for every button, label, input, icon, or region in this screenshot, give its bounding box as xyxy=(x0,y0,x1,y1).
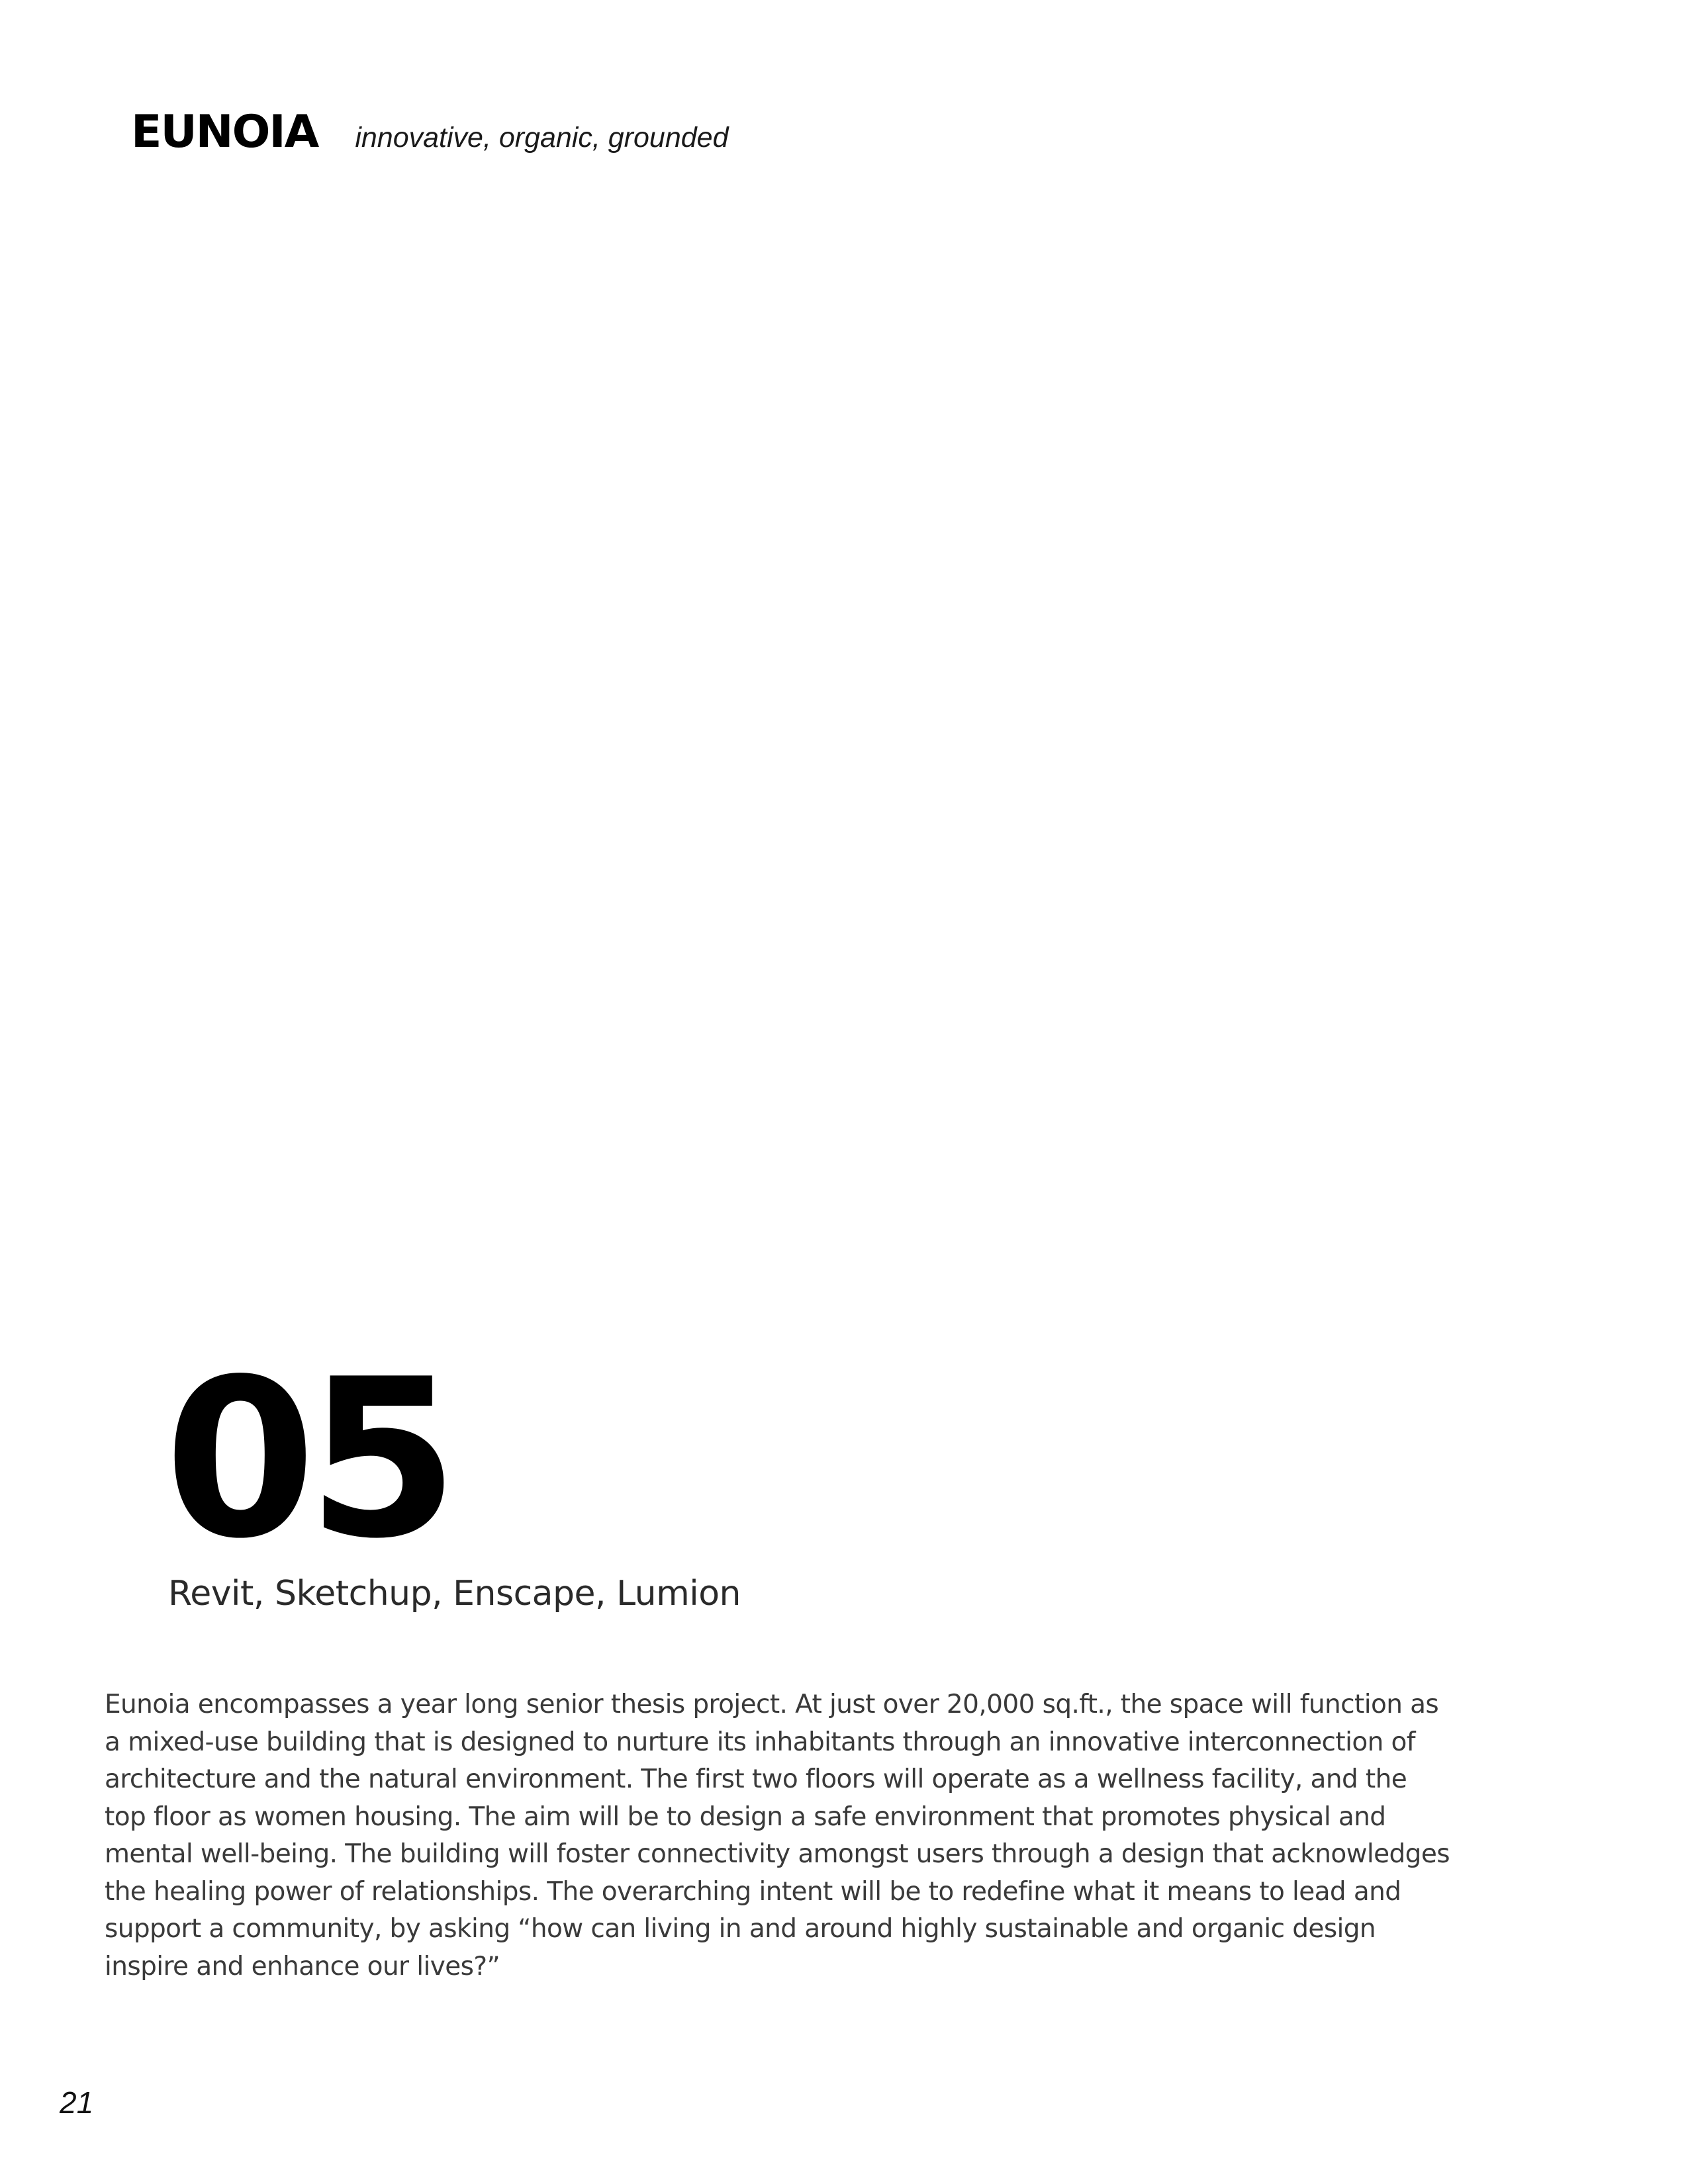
brand-title: EUNOIA xyxy=(131,106,318,158)
project-number: 05 xyxy=(164,1332,450,1586)
software-tools: Revit, Sketchup, Enscape, Lumion xyxy=(168,1574,741,1614)
page-number: 21 xyxy=(60,2085,94,2120)
project-description: Eunoia encompasses a year long senior thesis project. At just over 20,000 sq.ft., the space will function as a mixed-use building that is designed to nurture its inhabitants through an innovative interconnection of architecture and the natural environment. The first two floors will operate as a wellness facility, and the top floor as women housing. The aim will be to design a safe environment that promotes physical and mental well-being. The building will foster connectivity amongst users through a design that acknowledges the healing power of relationships. The overarching intent will be to redefine what it means to lead and support a community, by asking “how can living in and around highly sustainable and organic design inspire and enhance our lives?” xyxy=(105,1690,1450,1981)
brand-tagline: innovative, organic, grounded xyxy=(355,122,729,154)
page-header xyxy=(131,106,728,158)
